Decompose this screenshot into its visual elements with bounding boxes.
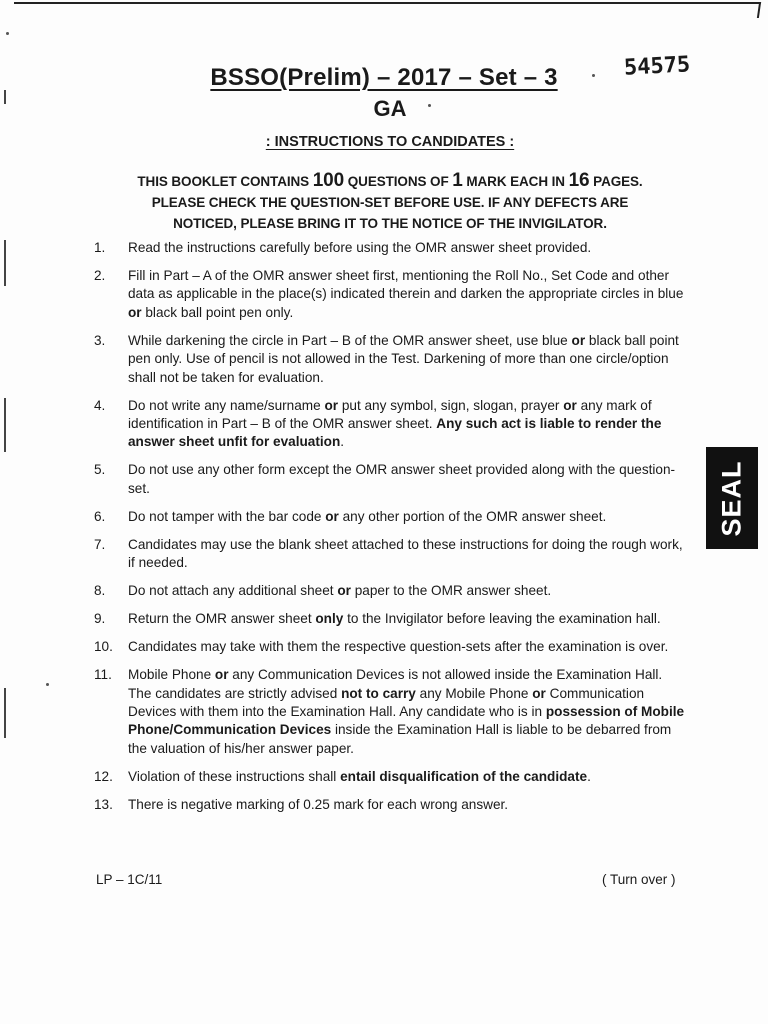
- instruction-number: 9.: [94, 611, 106, 627]
- instruction-text-run: any Mobile Phone: [415, 685, 533, 701]
- instruction-text: [128, 666, 686, 758]
- instruction-item: [94, 397, 686, 452]
- instructions-heading: : INSTRUCTIONS TO CANDIDATES :: [265, 134, 515, 150]
- instruction-emphasis: or: [563, 397, 577, 413]
- instruction-item: [94, 332, 686, 387]
- instruction-text: [128, 332, 686, 387]
- instruction-text: [128, 397, 686, 452]
- top-border-line: [14, 2, 758, 4]
- instruction-number: 10.: [94, 639, 113, 655]
- instruction-text-run: any other portion of the OMR answer sheet.: [338, 508, 607, 524]
- notice-line-1: THIS BOOKLET CONTAINS 100 QUESTIONS OF 1 MARK EACH IN 16 PAGES.: [137, 170, 643, 191]
- instruction-text-run: to the Invigilator before leaving the examination hall.: [343, 611, 661, 627]
- instruction-emphasis: Any such act is liable to render the answer sheet unfit for evaluation: [128, 416, 662, 450]
- instruction-emphasis: possession of Mobile Phone/Communication Devices: [128, 704, 685, 738]
- instruction-text-run: .: [587, 768, 591, 784]
- instruction-number: 8.: [94, 583, 106, 599]
- instruction-text: [128, 508, 686, 526]
- instruction-number: 11.: [94, 667, 112, 683]
- instruction-number: 1.: [94, 240, 106, 255]
- instruction-item: [94, 796, 686, 814]
- instruction-text-run: black ball point pen only.: [141, 304, 294, 320]
- scan-speck: [46, 683, 49, 686]
- instruction-text-run: Read the instructions carefully before using the OMR answer sheet provided.: [128, 240, 592, 255]
- instruction-text-run: paper to the OMR answer sheet.: [350, 583, 552, 599]
- instruction-text: [128, 461, 686, 498]
- instruction-item: [94, 536, 686, 573]
- instruction-emphasis: or: [214, 667, 229, 683]
- instruction-number: 7.: [94, 536, 106, 552]
- instruction-text-run: Fill in Part – A of the OMR answer sheet first, mentioning the Roll No., Set Code and other data as applicable in the place(s) indicated therein and darken the appropriate circles in blue: [128, 268, 684, 302]
- paper-code: GA: [373, 96, 407, 121]
- instruction-text-run: Violation of these instructions shall: [128, 768, 341, 784]
- exam-title: BSSO(Prelim) – 2017 – Set – 3: [210, 64, 558, 91]
- instruction-text-run: Do not write any name/surname: [128, 397, 325, 413]
- instruction-text: [128, 768, 686, 786]
- instruction-list: [94, 239, 686, 824]
- instruction-text-run: put any symbol, sign, slogan, prayer: [338, 397, 564, 413]
- instruction-number: 13.: [94, 796, 113, 812]
- instruction-item: [94, 239, 686, 257]
- corner-fold-mark: [743, 2, 761, 18]
- instruction-number: 5.: [94, 462, 106, 478]
- notice-line-3: NOTICED, PLEASE BRING IT TO THE NOTICE OF THE INVIGILATOR.: [173, 216, 607, 231]
- instruction-text: [128, 536, 686, 573]
- instruction-text-run: inside the Examination Hall is liable to be debarred from the valuation of his/her answer paper.: [128, 722, 672, 756]
- instruction-number: 4.: [94, 397, 106, 413]
- instruction-text-run: There is negative marking of 0.25 mark for each wrong answer.: [128, 796, 509, 812]
- instruction-text: [128, 267, 686, 322]
- instruction-text-run: Do not tamper with the bar code: [128, 508, 326, 524]
- instruction-text-run: Candidates may take with them the respective question-sets after the examination is over.: [128, 639, 669, 655]
- instruction-emphasis: or: [337, 583, 351, 599]
- instruction-emphasis: or: [532, 685, 546, 701]
- instruction-text-run: Return the OMR answer sheet: [128, 611, 316, 627]
- seal-label: SEAL: [716, 459, 747, 537]
- margin-bracket-mark: [4, 398, 9, 452]
- instruction-text-run: any Communication Devices is not allowed inside the Examination Hall. The candidates are strictly advised: [128, 667, 663, 701]
- instruction-number: 2.: [94, 268, 106, 283]
- instruction-text-run: While darkening the circle in Part – B of the OMR answer sheet, use blue: [128, 332, 572, 348]
- instruction-text: [128, 610, 686, 628]
- instruction-emphasis: or: [571, 332, 586, 348]
- seal-tab: [706, 447, 758, 549]
- instruction-emphasis: or: [128, 304, 142, 320]
- instruction-text-run: Do not attach any additional sheet: [128, 583, 338, 599]
- instruction-text: [128, 239, 686, 257]
- instruction-text-run: Do not use any other form except the OMR answer sheet provided along with the question-set.: [128, 462, 676, 496]
- instruction-text-run: black ball point pen only. Use of pencil is not allowed in the Test. Darkening of more than one circle/option shall not be taken for evaluation.: [128, 332, 679, 385]
- instruction-text-run: Communication Devices with them into the Examination Hall. Any candidate who is in: [128, 685, 645, 720]
- instruction-text-run: any mark of identification in Part – B of the OMR answer sheet.: [128, 397, 652, 432]
- instruction-item: [94, 508, 686, 526]
- instruction-text-run: .: [340, 434, 345, 450]
- instruction-item: [94, 666, 686, 758]
- instruction-number: 3.: [94, 332, 106, 348]
- instruction-number: 6.: [94, 508, 106, 524]
- instruction-text: [128, 638, 686, 656]
- turn-over-note: ( Turn over ): [602, 872, 676, 887]
- instruction-text: [128, 582, 686, 600]
- instruction-item: [94, 610, 686, 628]
- booklet-notice: [90, 170, 690, 234]
- instruction-item: [94, 582, 686, 600]
- instruction-emphasis: not to carry: [341, 685, 416, 701]
- serial-number: 54575: [623, 52, 691, 81]
- margin-bracket-mark: [4, 240, 9, 286]
- instruction-emphasis: or: [325, 508, 339, 524]
- instruction-text-run: Mobile Phone: [128, 667, 215, 683]
- instruction-emphasis: entail disqualification of the candidate: [340, 768, 588, 784]
- instruction-item: [94, 267, 686, 322]
- scan-speck: [6, 32, 9, 35]
- margin-bracket-mark: [4, 688, 9, 738]
- instruction-item: [94, 461, 686, 498]
- instruction-emphasis: or: [324, 397, 339, 413]
- booklet-code: LP – 1C/11: [96, 872, 163, 887]
- instruction-emphasis: only: [315, 611, 344, 627]
- instruction-number: 12.: [94, 768, 113, 784]
- instruction-text: [128, 796, 686, 814]
- instruction-item: [94, 768, 686, 786]
- instruction-item: [94, 638, 686, 656]
- notice-line-2: PLEASE CHECK THE QUESTION-SET BEFORE USE. IF ANY DEFECTS ARE: [151, 195, 629, 210]
- instruction-text-run: Candidates may use the blank sheet attached to these instructions for doing the rough work, if needed.: [128, 536, 683, 571]
